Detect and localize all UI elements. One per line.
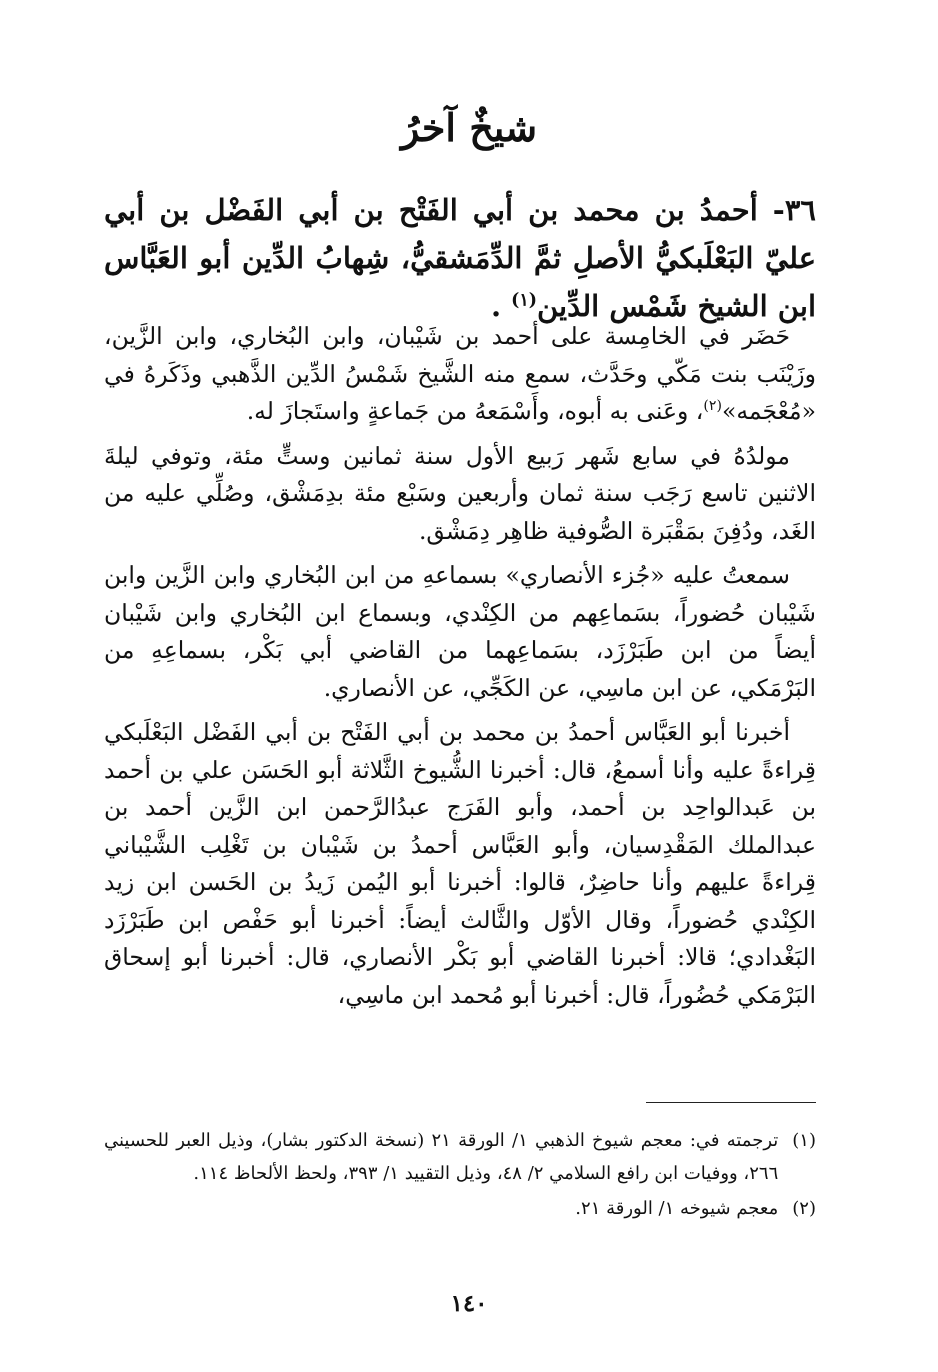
entry-heading-text: ٣٦- أحمدُ بن محمد بن أبي الفَتْح بن أبي الفَضْل بن أبي عليّ البَعْلَبكيُّ الأصلِ ثمَّ الدِّمَشقيُّ، شِهابُ الدِّين أبو العَبَّاس ابن الشيخ شَمْس الدِّين (104, 193, 816, 323)
entry-heading (104, 186, 816, 330)
entry-heading-end: . (490, 289, 512, 323)
footnote-2 (104, 1192, 816, 1225)
footnote-number: (٢) (792, 1198, 816, 1219)
footnote-separator (646, 1102, 816, 1103)
footnote-1 (104, 1124, 816, 1190)
paragraph-biography (104, 318, 816, 431)
paragraph-biography-b: ، وعَنى به أبوه، وأَسْمَعهُ من جَماعةٍ واستَجازَ له. (246, 397, 704, 425)
footnote-ref-1: (١) (511, 290, 537, 311)
paragraph-birth-death: مولدُهُ في سابع شَهر رَبيع الأول سنة ثمانين وستٍّ مئة، وتوفي ليلةَ الاثنين تاسع رَجَب سنة ثمان وأربعين وسَبْع مئة بدِمَشْق، وصُلِّي عليه من الغَد، ودُفِنَ بمَقْبَرة الصُّوفية ظاهِر دِمَشْق. (104, 441, 816, 545)
paragraph-isnad: أخبرنا أبو العَبَّاس أحمدُ بن محمد بن أبي الفَتْح بن أبي الفَضْل البَعْلَبكي قِراءةً عليه وأنا أسمعُ، قال: أخبرنا الشُّيوخ الثَّلاثة أبو الحَسَن علي بن أحمد بن عَبدالواحِد بن أحمد، وأبو الفَرَج عبدُالرَّحمن ابن الزَّين أحمد بن عبدالملك المَقْدِسيان، وأبو العَبَّاس أحمدُ بن شَيْبان بن تَغْلِب الشَّيْباني قِراءةً عليهم وأنا حاضِرٌ، قالوا: أخبرنا أبو اليُمن زَيدُ بن الحَسن ابن زيد الكِنْدي حُضوراً، وقال الأوّل والثَّالث أيضاً: أخبرنا أبو حَفْص ابن طَبَرْزَد البَغْدادي؛ قالا: أخبرنا القاضي أبو بَكْر الأنصاري، قال: أخبرنا أبو إسحاق البَرْمَكي حُضُوراً، قال: أخبرنا أبو مُحمد ابن ماسِي، (104, 718, 816, 1009)
footnote-ref-2: (٢) (703, 398, 722, 415)
paragraph-biography-a: حَضَر في الخامِسة على أحمد بن شَيْبان، وابن البُخاري، وابن الزَّين، وزَيْنَب بنت مَكّي وحَدَّث، سمع منه الشَّيخ شَمْسُ الدِّين الذَّهبي وذَكَرهُ في «مُعْجَمه» (104, 322, 816, 425)
paragraph-hearing: سمعتُ عليه «جُزء الأنصاري» بسماعهِ من ابن البُخاري وابن الزَّين وابن شَيْبان حُضوراً، بسَماعِهم من الكِنْدي، وبسماع ابن البُخاري وابن شَيْبان أيضاً من ابن طَبَرْزَد، بسَماعِهما من القاضي أبي بَكْر، بسماعِهِ من البَرْمَكي، عن ابن ماسِي، عن الكَجِّي، عن الأنصاري. (104, 561, 816, 702)
page-number: ١٤٠ (450, 1290, 488, 1317)
entry-body (104, 318, 816, 1021)
footnote-text: معجم شيوخه ١/ الورقة ٢١. (575, 1198, 779, 1219)
footnote-number: (١) (792, 1130, 816, 1151)
footnote-text: ترجمته في: معجم شيوخ الذهبي ١/ الورقة ٢١ (نسخة الدكتور بشار)، وذيل العبر للحسيني ٢٦٦، ووفيات ابن رافع السلامي ٢/ ٤٨، وذيل التقييد ١/ ٣٩٣، ولحظ الألحاظ ١١٤. (104, 1130, 779, 1184)
section-title: شيخٌ آخرُ (400, 105, 538, 150)
footnotes (104, 1124, 816, 1227)
